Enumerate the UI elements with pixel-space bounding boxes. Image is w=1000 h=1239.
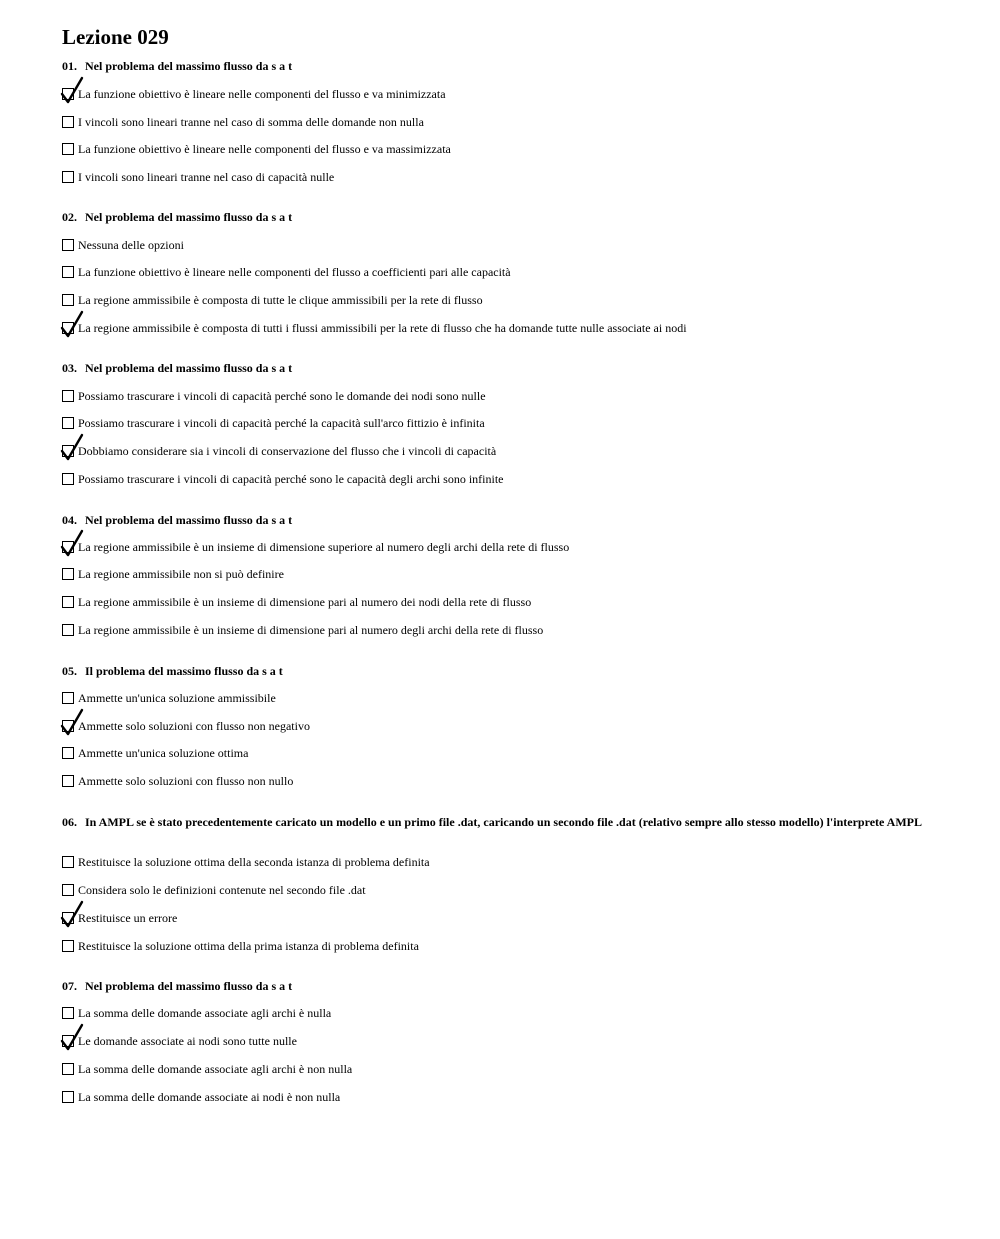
question-number: 03. (62, 361, 77, 375)
option-label: La regione ammissibile è un insieme di dimensione superiore al numero degli archi della rete di flusso (78, 540, 570, 554)
question-number: 02. (62, 210, 77, 224)
checkbox[interactable] (62, 1035, 74, 1047)
q05-option-2[interactable] (62, 718, 310, 734)
question-number: 04. (62, 513, 77, 527)
checkbox[interactable] (62, 568, 74, 580)
option-label: Restituisce la soluzione ottima della prima istanza di problema definita (78, 939, 419, 953)
question-text: Nel problema del massimo flusso da s a t (85, 513, 293, 527)
q03-option-4[interactable] (62, 471, 504, 487)
option-label: Le domande associate ai nodi sono tutte nulle (78, 1034, 297, 1048)
checkbox[interactable] (62, 417, 74, 429)
checkbox[interactable] (62, 473, 74, 485)
option-label: I vincoli sono lineari tranne nel caso di capacità nulle (78, 170, 335, 184)
q06-option-3[interactable] (62, 910, 177, 926)
check-mark-icon (61, 434, 85, 460)
q02-option-3[interactable] (62, 292, 483, 308)
checkbox[interactable] (62, 390, 74, 402)
checkbox[interactable] (62, 624, 74, 636)
q03-option-3[interactable] (62, 443, 496, 459)
question-02-heading (62, 211, 942, 224)
q06-option-1[interactable] (62, 854, 430, 870)
q01-option-4[interactable] (62, 169, 334, 185)
option-label: Ammette solo soluzioni con flusso non negativo (78, 719, 310, 733)
check-mark-icon (61, 709, 85, 735)
option-label: La regione ammissibile è composta di tutti i flussi ammissibili per la rete di flusso che ha domande tutte nulle associate ai nodi (78, 321, 687, 335)
q07-option-4[interactable] (62, 1089, 340, 1105)
question-number: 06. (62, 815, 77, 829)
q01-option-2[interactable] (62, 114, 424, 130)
checkbox[interactable] (62, 775, 74, 787)
q01-option-1[interactable] (62, 86, 446, 102)
q03-option-1[interactable] (62, 388, 486, 404)
check-mark-icon (61, 530, 85, 556)
q04-option-3[interactable] (62, 594, 531, 610)
option-label: Possiamo trascurare i vincoli di capacità perché sono le capacità degli archi sono infinite (78, 472, 504, 486)
checkbox[interactable] (62, 912, 74, 924)
checkbox[interactable] (62, 884, 74, 896)
checkbox[interactable] (62, 692, 74, 704)
option-label: Considera solo le definizioni contenute nel secondo file .dat (78, 883, 366, 897)
q02-option-2[interactable] (62, 264, 511, 280)
option-label: Ammette solo soluzioni con flusso non nullo (78, 774, 294, 788)
option-label: Possiamo trascurare i vincoli di capacità perché la capacità sull'arco fittizio è infinita (78, 416, 485, 430)
check-mark-icon (61, 901, 85, 927)
checkbox[interactable] (62, 294, 74, 306)
question-01-heading (62, 60, 942, 73)
option-label: Restituisce la soluzione ottima della seconda istanza di problema definita (78, 855, 430, 869)
option-label: La somma delle domande associate agli archi è nulla (78, 1006, 332, 1020)
option-label: La regione ammissibile è composta di tutte le clique ammissibili per la rete di flusso (78, 293, 483, 307)
question-07-heading (62, 980, 942, 993)
question-text: Nel problema del massimo flusso da s a t (85, 59, 293, 73)
question-05-heading (62, 665, 942, 678)
q07-option-1[interactable] (62, 1005, 331, 1021)
q06-option-2[interactable] (62, 882, 366, 898)
checkbox[interactable] (62, 1063, 74, 1075)
question-number: 01. (62, 59, 77, 73)
option-label: La regione ammissibile non si può definire (78, 567, 284, 581)
q02-option-4[interactable] (62, 320, 687, 336)
option-label: La regione ammissibile è un insieme di dimensione pari al numero degli archi della rete di flusso (78, 623, 544, 637)
option-label: La regione ammissibile è un insieme di dimensione pari al numero dei nodi della rete di flusso (78, 595, 532, 609)
check-mark-icon (61, 311, 85, 337)
q05-option-4[interactable] (62, 773, 293, 789)
checkbox[interactable] (62, 541, 74, 553)
option-label: La funzione obiettivo è lineare nelle componenti del flusso e va massimizzata (78, 142, 451, 156)
q03-option-2[interactable] (62, 415, 485, 431)
option-label: I vincoli sono lineari tranne nel caso di somma delle domande non nulla (78, 115, 424, 129)
checkbox[interactable] (62, 940, 74, 952)
checkbox[interactable] (62, 445, 74, 457)
checkbox[interactable] (62, 239, 74, 251)
option-label: Ammette un'unica soluzione ottima (78, 746, 249, 760)
question-04-heading (62, 514, 942, 527)
option-label: Possiamo trascurare i vincoli di capacità perché sono le domande dei nodi sono nulle (78, 389, 486, 403)
option-label: La somma delle domande associate ai nodi è non nulla (78, 1090, 341, 1104)
check-mark-icon (61, 1024, 85, 1050)
checkbox[interactable] (62, 720, 74, 732)
checkbox[interactable] (62, 143, 74, 155)
checkbox[interactable] (62, 266, 74, 278)
checkbox[interactable] (62, 596, 74, 608)
question-text: Il problema del massimo flusso da s a t (85, 664, 283, 678)
checkbox[interactable] (62, 116, 74, 128)
check-mark-icon (61, 77, 85, 103)
q05-option-1[interactable] (62, 690, 276, 706)
checkbox[interactable] (62, 88, 74, 100)
question-number: 05. (62, 664, 77, 678)
q01-option-3[interactable] (62, 141, 451, 157)
option-label: Restituisce un errore (78, 911, 178, 925)
option-label: La somma delle domande associate agli archi è non nulla (78, 1062, 353, 1076)
q06-option-4[interactable] (62, 938, 419, 954)
q02-option-1[interactable] (62, 237, 184, 253)
question-text: Nel problema del massimo flusso da s a t (85, 210, 293, 224)
checkbox[interactable] (62, 747, 74, 759)
option-label: Ammette un'unica soluzione ammissibile (78, 691, 276, 705)
question-number: 07. (62, 979, 77, 993)
q04-option-1[interactable] (62, 539, 569, 555)
q07-option-3[interactable] (62, 1061, 352, 1077)
question-03-heading (62, 362, 942, 375)
option-label: Nessuna delle opzioni (78, 238, 184, 252)
q07-option-2[interactable] (62, 1033, 297, 1049)
checkbox[interactable] (62, 322, 74, 334)
q04-option-2[interactable] (62, 566, 284, 582)
checkbox[interactable] (62, 171, 74, 183)
q04-option-4[interactable] (62, 622, 543, 638)
question-text: Nel problema del massimo flusso da s a t (85, 361, 293, 375)
question-text: Nel problema del massimo flusso da s a t (85, 979, 293, 993)
checkbox[interactable] (62, 1007, 74, 1019)
option-label: La funzione obiettivo è lineare nelle componenti del flusso e va minimizzata (78, 87, 446, 101)
q05-option-3[interactable] (62, 745, 248, 761)
question-text: In AMPL se è stato precedentemente caricato un modello e un primo file .dat, caricando un secondo file .dat (relativo sempre allo stesso modello) l'interprete AMPL (85, 815, 923, 829)
option-label: Dobbiamo considerare sia i vincoli di conservazione del flusso che i vincoli di capacità (78, 444, 497, 458)
option-label: La funzione obiettivo è lineare nelle componenti del flusso a coefficienti pari alle capacità (78, 265, 511, 279)
checkbox[interactable] (62, 856, 74, 868)
question-06-heading (62, 816, 942, 829)
checkbox[interactable] (62, 1091, 74, 1103)
page-title: Lezione 029 (62, 25, 169, 49)
